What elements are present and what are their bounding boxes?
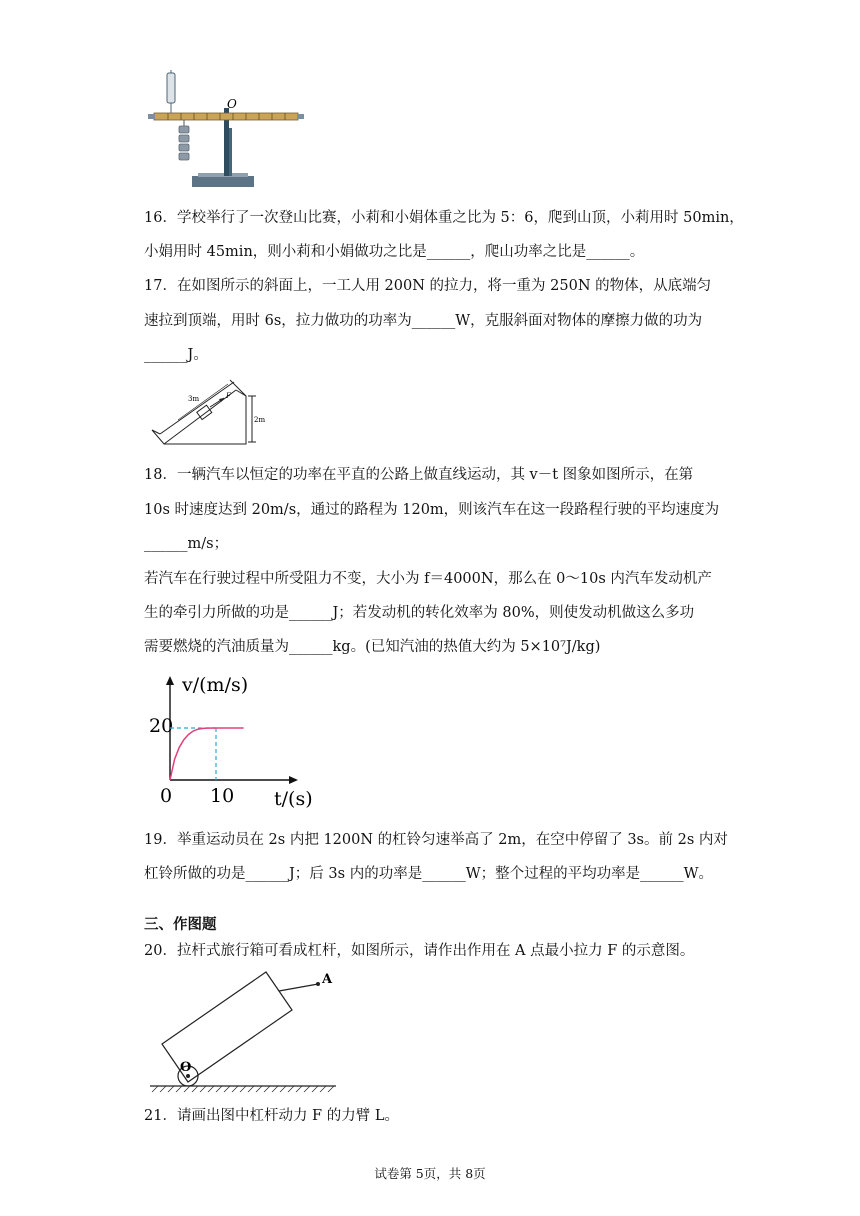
spring-scale xyxy=(167,73,175,103)
q17-line2: 速拉到顶端，用时 6s，拉力做功的功率为______W，克服斜面对物体的摩擦力做的功为 xyxy=(144,313,703,329)
q16-line2: 小娟用时 45min，则小莉和小娟做功之比是______，爬山功率之比是______。 xyxy=(144,244,645,260)
q18-line2: 10s 时速度达到 20m/s，通过的路程为 120m，则该汽车在这一段路程行驶的平均速度为 xyxy=(144,502,720,518)
incline-figure xyxy=(148,374,268,450)
suitcase-figure xyxy=(146,968,356,1096)
q18-line4: 若汽车在行驶过程中所受阻力不变，大小为 f＝4000N，那么在 0～10s 内汽车发动机产 xyxy=(144,571,712,587)
q19-line2: 杠铃所做的功是______J；后 3s 内的功率是______W；整个过程的平均功率是______W。 xyxy=(144,866,714,882)
q18-line5: 生的牵引力所做的功是______J；若发动机的转化效率为 80%，则使发动机做这么多功 xyxy=(144,605,695,621)
q18-line6: 需要燃烧的汽油质量为______kg。(已知汽油的热值大约为 5×10⁷J/kg) xyxy=(144,639,601,655)
q18-line1: 18．一辆汽车以恒定的功率在平直的公路上做直线运动，其 v－t 图象如图所示，在第 xyxy=(144,467,694,483)
pivot-label: O xyxy=(227,97,237,111)
height-label: 2m xyxy=(254,416,266,424)
suitcase-handle xyxy=(279,984,318,991)
hanging-weights xyxy=(179,126,189,160)
lever-base xyxy=(192,176,254,187)
series-line xyxy=(170,728,244,780)
q17-line3: ______J。 xyxy=(144,347,208,363)
q21-line1: 21．请画出图中杠杆动力 F 的力臂 L。 xyxy=(144,1108,399,1124)
ground-hatching xyxy=(152,1086,334,1092)
q17-line1: 17．在如图所示的斜面上，一工人用 200N 的拉力，将一重为 250N 的物体，从底端匀 xyxy=(144,278,712,294)
y-axis-arrow xyxy=(166,676,174,685)
label-a: A xyxy=(322,972,333,987)
lever-balance-figure xyxy=(146,70,306,192)
label-o: O xyxy=(180,1060,192,1075)
x-axis-label: t/(s) xyxy=(274,788,313,810)
q16-line1: 16．学校举行了一次登山比赛，小莉和小娟体重之比为 5：6，爬到山顶，小莉用时 50min， xyxy=(144,210,744,226)
section-title-drawing: 三、作图题 xyxy=(144,917,217,933)
slope-length-label: 3m xyxy=(188,395,200,403)
x-tick-10: 10 xyxy=(210,785,235,807)
lever-beam xyxy=(154,113,298,120)
force-label: F xyxy=(226,392,231,400)
page-footer: 试卷第 5页，共 8页 xyxy=(374,1166,486,1181)
y-tick-20: 20 xyxy=(149,715,174,737)
q19-line1: 19．举重运动员在 2s 内把 1200N 的杠铃匀速举高了 2m，在空中停留了 3s。前 2s 内对 xyxy=(144,832,728,848)
x-tick-0: 0 xyxy=(160,785,173,807)
y-axis-label: v/(m/s) xyxy=(182,674,249,696)
q20-line1: 20．拉杆式旅行箱可看成杠杆，如图所示，请作出作用在 A 点最小拉力 F 的示意图。 xyxy=(144,943,695,959)
x-axis-arrow xyxy=(289,776,298,784)
point-a xyxy=(316,982,320,986)
vt-chart xyxy=(146,668,322,810)
q18-line3: ______m/s； xyxy=(144,536,229,552)
